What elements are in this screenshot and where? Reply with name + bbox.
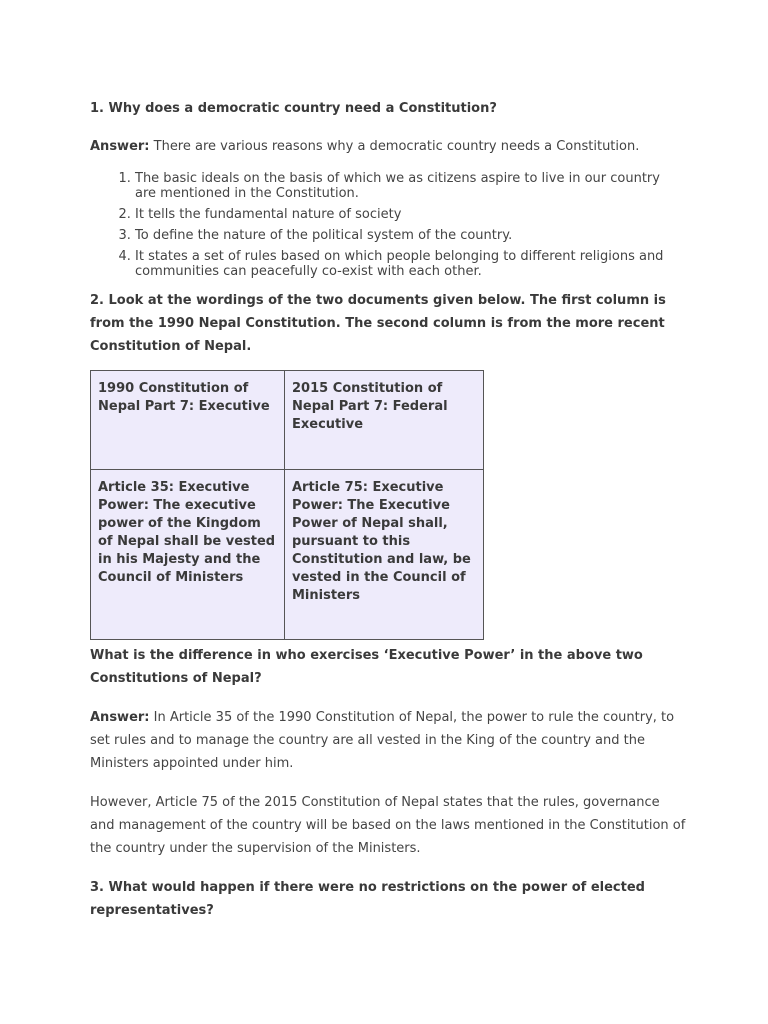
list-item: 4. It states a set of rules based on which people belonging to different religions and communities can peacefully co-exist with each other.	[135, 249, 675, 279]
list-item: 3. To define the nature of the political system of the country.	[135, 228, 675, 243]
list-item: 2. It tells the fundamental nature of society	[135, 207, 675, 222]
comparison-table	[90, 370, 484, 640]
table-cell: Article 35: Executive Power: The executive power of the Kingdom of Nepal shall be vested in his Majesty and the Council of Ministers	[91, 470, 285, 640]
table-cell: 1990 Constitution of Nepal Part 7: Executive	[91, 371, 285, 470]
question-3: 3. What would happen if there were no restrictions on the power of elected representatives?	[90, 880, 645, 918]
question-1: 1. Why does a democratic country need a Constitution?	[90, 101, 497, 116]
table-cell: Article 75: Executive Power: The Executive Power of Nepal shall, pursuant to this Constitution and law, be vested in the Council of Ministers	[285, 470, 484, 640]
answer-text: There are various reasons why a democratic country needs a Constitution.	[149, 139, 640, 154]
answer-label: Answer:	[90, 139, 150, 154]
answer-1	[90, 135, 690, 158]
sub-question: What is the difference in who exercises ‘Executive Power’ in the above two Constitutions of Nepal?	[90, 648, 643, 686]
answer-label: Answer:	[90, 710, 150, 725]
answer-2-paragraph-2: However, Article 75 of the 2015 Constitution of Nepal states that the rules, governance and management of the country will be based on the laws mentioned in the Constitution of the country under the supervision of the Ministers.	[90, 795, 686, 856]
reasons-list	[90, 171, 675, 285]
table-row	[91, 470, 484, 640]
table-cell: 2015 Constitution of Nepal Part 7: Federal Executive	[285, 371, 484, 470]
question-2: 2. Look at the wordings of the two documents given below. The first column is from the 1990 Nepal Constitution. The second column is from the more recent Constitution of Nepal.	[90, 293, 666, 354]
answer-text: In Article 35 of the 1990 Constitution of Nepal, the power to rule the country, to set rules and to manage the country are all vested in the King of the country and the Ministers appointed under him.	[90, 710, 675, 771]
answer-2	[90, 706, 686, 775]
list-item: 1. The basic ideals on the basis of which we as citizens aspire to live in our country are mentioned in the Constitution.	[135, 171, 675, 201]
table-row	[91, 371, 484, 470]
